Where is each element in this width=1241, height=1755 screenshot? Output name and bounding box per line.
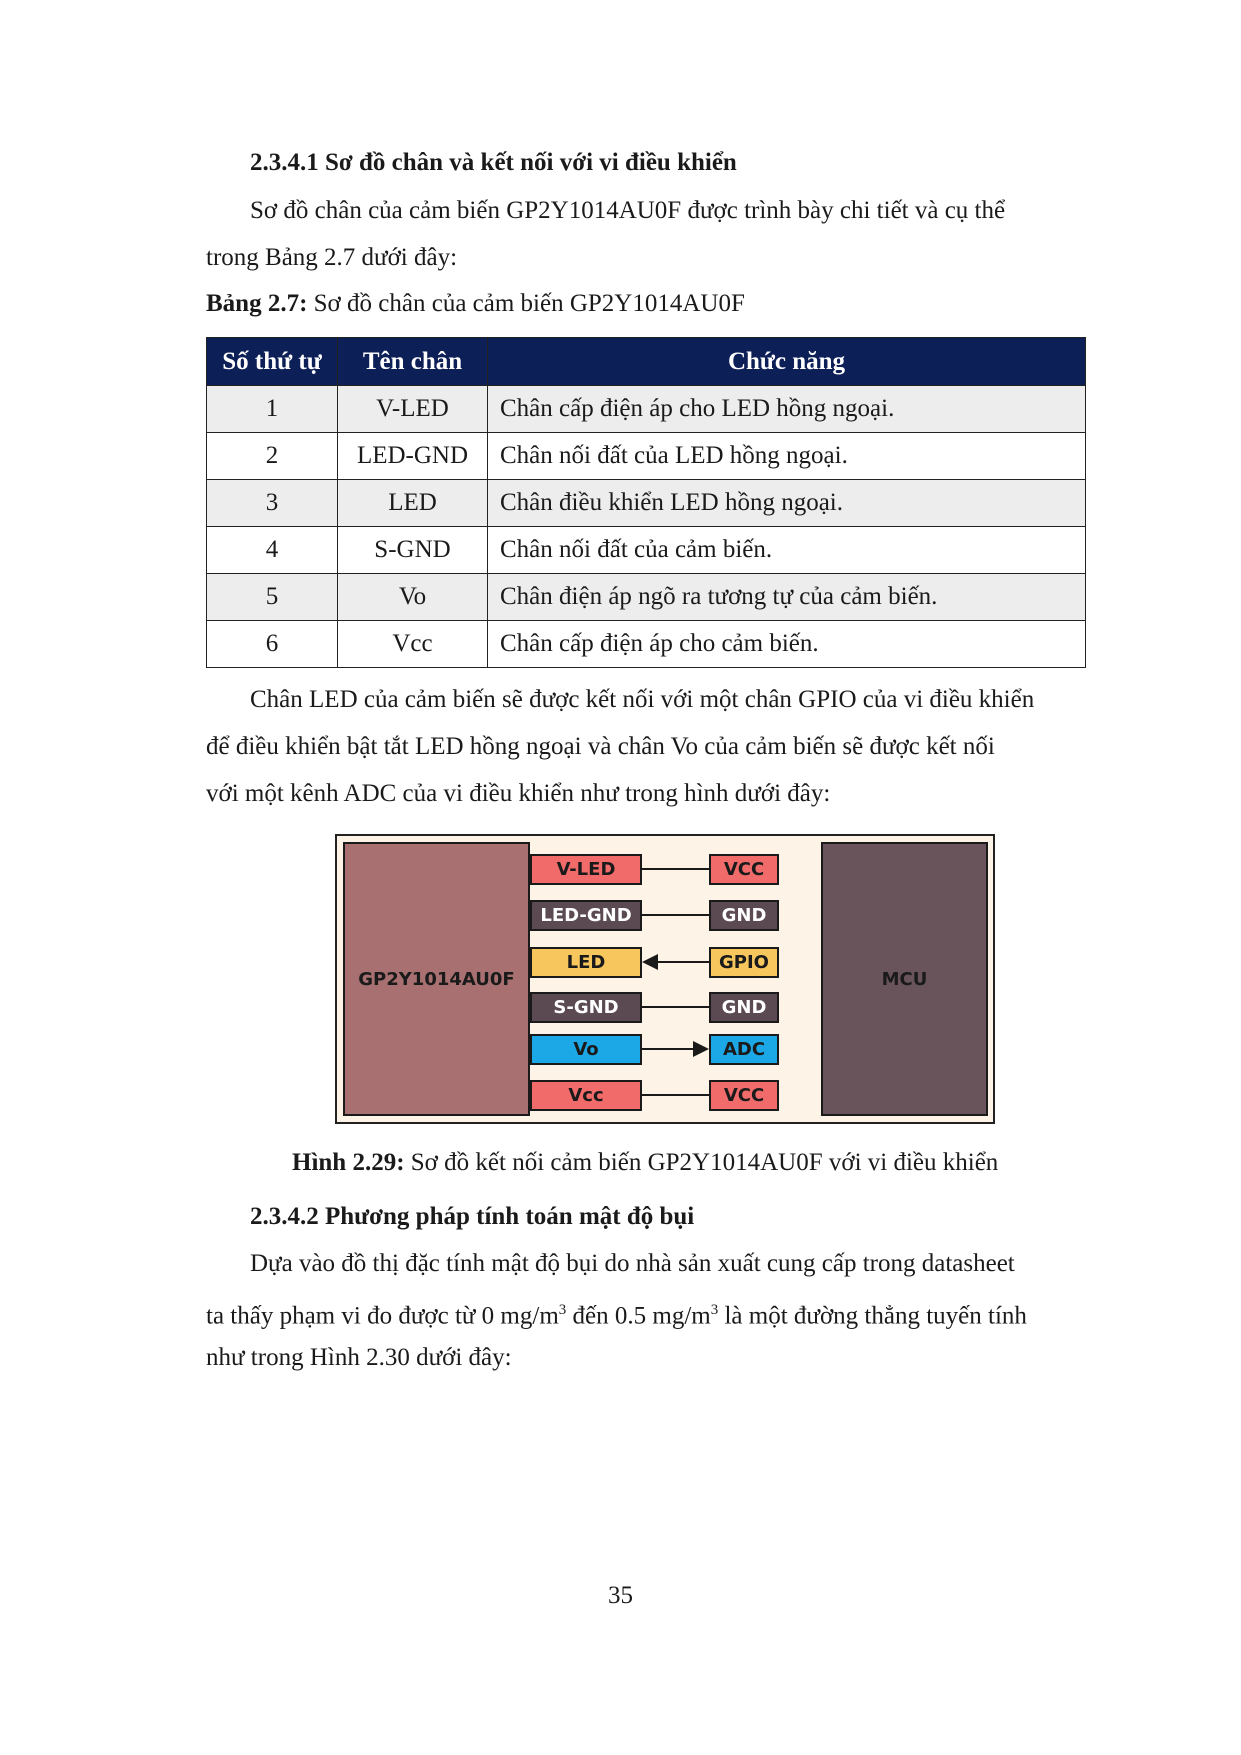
cell-index: 3 bbox=[207, 480, 338, 527]
dust-line-2-part-b: đến 0.5 mg/m bbox=[566, 1302, 711, 1330]
sensor-pin-vcc: Vcc bbox=[530, 1080, 642, 1111]
wire-layer bbox=[337, 836, 993, 1122]
cell-index: 2 bbox=[207, 433, 338, 480]
cell-function: Chân nối đất của LED hồng ngoại. bbox=[488, 433, 1086, 480]
sensor-block: GP2Y1014AU0F bbox=[343, 842, 530, 1116]
cell-index: 6 bbox=[207, 621, 338, 668]
header-pin-name: Tên chân bbox=[338, 338, 488, 386]
cell-pin-name: S-GND bbox=[338, 527, 488, 574]
figure-caption-text: Sơ đồ kết nối cảm biến GP2Y1014AU0F với vi điều khiển bbox=[404, 1149, 999, 1176]
figure-caption-label: Hình 2.29: bbox=[292, 1149, 405, 1176]
mcu-pin-gpio: GPIO bbox=[709, 947, 779, 978]
dust-paragraph-line-3: như trong Hình 2.30 dưới đây: bbox=[206, 1344, 512, 1371]
mcu-block: MCU bbox=[821, 842, 988, 1116]
cell-function: Chân điện áp ngõ ra tương tự của cảm biến. bbox=[488, 574, 1086, 621]
dust-paragraph-line-2 bbox=[206, 1287, 1027, 1339]
table-row bbox=[207, 386, 1086, 433]
sensor-pin-vo: Vo bbox=[530, 1034, 642, 1065]
cell-function: Chân cấp điện áp cho cảm biến. bbox=[488, 621, 1086, 668]
wiring-diagram bbox=[335, 834, 995, 1124]
table-row bbox=[207, 574, 1086, 621]
sensor-pin-led-gnd: LED-GND bbox=[530, 900, 642, 931]
sensor-pin-v-led: V-LED bbox=[530, 854, 642, 885]
section-heading-2-3-4-1: 2.3.4.1 Sơ đồ chân và kết nối với vi điều khiển bbox=[250, 149, 737, 176]
table-caption-label: Bảng 2.7: bbox=[206, 290, 308, 317]
mcu-pin-gnd: GND bbox=[709, 900, 779, 931]
superscript-3: 3 bbox=[558, 1302, 567, 1318]
table-row bbox=[207, 480, 1086, 527]
pin-table bbox=[206, 337, 1086, 668]
cell-pin-name: Vcc bbox=[338, 621, 488, 668]
superscript-3: 3 bbox=[710, 1302, 719, 1318]
section-heading-2-3-4-2: 2.3.4.2 Phương pháp tính toán mật độ bụi bbox=[250, 1203, 695, 1230]
table-caption-text: Sơ đồ chân của cảm biến GP2Y1014AU0F bbox=[307, 290, 745, 317]
page-number: 35 bbox=[608, 1582, 633, 1609]
cell-pin-name: Vo bbox=[338, 574, 488, 621]
cell-function: Chân nối đất của cảm biến. bbox=[488, 527, 1086, 574]
header-index: Số thứ tự bbox=[207, 338, 338, 386]
sensor-pin-led: LED bbox=[530, 947, 642, 978]
cell-index: 4 bbox=[207, 527, 338, 574]
cell-pin-name: LED-GND bbox=[338, 433, 488, 480]
intro-paragraph-line-2: trong Bảng 2.7 dưới đây: bbox=[206, 244, 458, 271]
mcu-pin-vcc: VCC bbox=[709, 854, 779, 885]
intro-paragraph-line-1: Sơ đồ chân của cảm biến GP2Y1014AU0F được trình bày chi tiết và cụ thể bbox=[250, 197, 1006, 224]
connection-paragraph-line-1: Chân LED của cảm biến sẽ được kết nối với một chân GPIO của vi điều khiển bbox=[250, 686, 1035, 713]
cell-function: Chân cấp điện áp cho LED hồng ngoại. bbox=[488, 386, 1086, 433]
cell-pin-name: V-LED bbox=[338, 386, 488, 433]
header-function: Chức năng bbox=[488, 338, 1086, 386]
figure-caption bbox=[292, 1149, 998, 1177]
cell-index: 1 bbox=[207, 386, 338, 433]
table-row bbox=[207, 433, 1086, 480]
mcu-pin-adc: ADC bbox=[709, 1034, 779, 1065]
table-row bbox=[207, 527, 1086, 574]
connection-paragraph-line-3: với một kênh ADC của vi điều khiển như trong hình dưới đây: bbox=[206, 780, 831, 807]
table-row bbox=[207, 621, 1086, 668]
cell-function: Chân điều khiển LED hồng ngoại. bbox=[488, 480, 1086, 527]
dust-line-2-part-c: là một đường thẳng tuyến tính bbox=[718, 1302, 1027, 1330]
dust-paragraph-line-1: Dựa vào đồ thị đặc tính mật độ bụi do nhà sản xuất cung cấp trong datasheet bbox=[250, 1250, 1015, 1277]
cell-pin-name: LED bbox=[338, 480, 488, 527]
table-caption bbox=[206, 290, 745, 318]
mcu-pin-vcc: VCC bbox=[709, 1080, 779, 1111]
sensor-pin-s-gnd: S-GND bbox=[530, 992, 642, 1023]
dust-line-2-part-a: ta thấy phạm vi đo được từ 0 mg/m bbox=[206, 1302, 559, 1330]
cell-index: 5 bbox=[207, 574, 338, 621]
table-header-row bbox=[207, 338, 1086, 386]
mcu-pin-gnd: GND bbox=[709, 992, 779, 1023]
connection-paragraph-line-2: để điều khiển bật tắt LED hồng ngoại và chân Vo của cảm biến sẽ được kết nối bbox=[206, 733, 995, 760]
